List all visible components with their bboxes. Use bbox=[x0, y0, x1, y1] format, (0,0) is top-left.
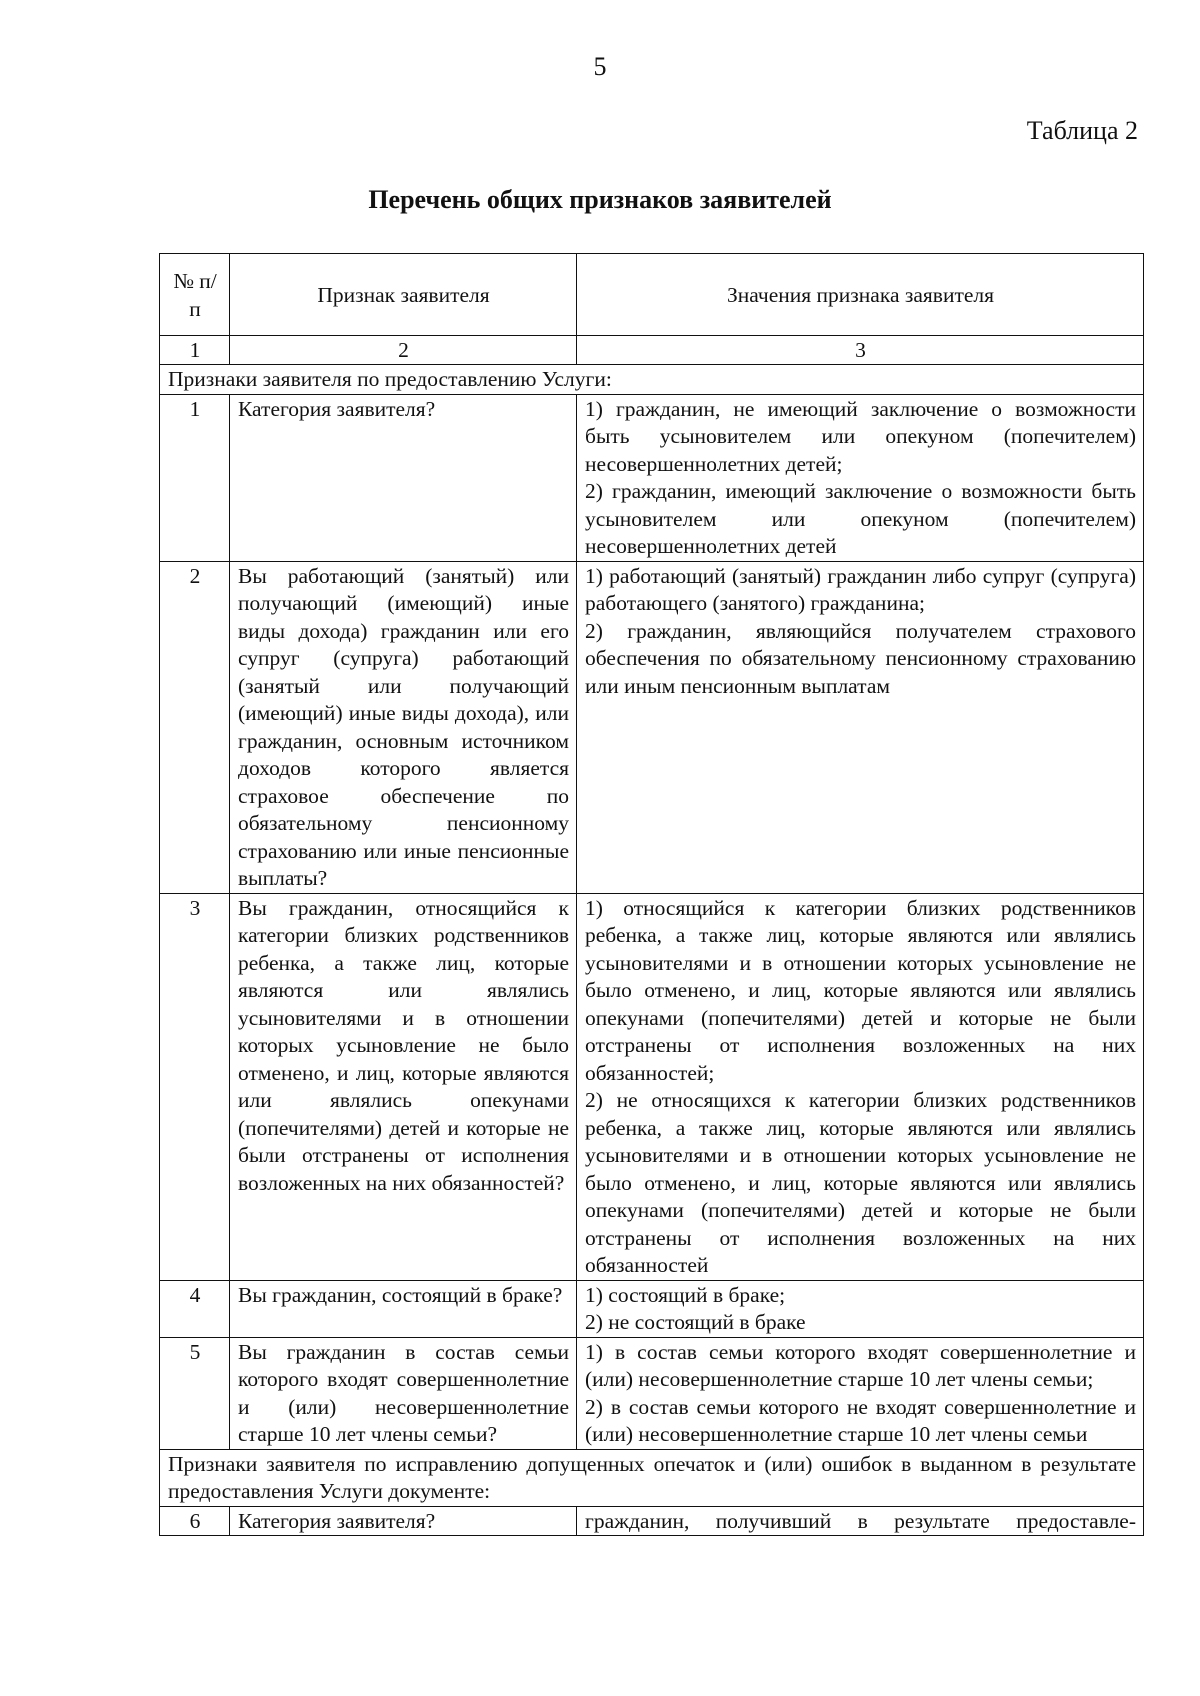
value-option: 1) работающий (занятый) гражданин либо супруг (супруга) работающего (занятого) гражданина; bbox=[585, 563, 1136, 615]
column-number: 3 bbox=[577, 336, 1144, 365]
row-attribute: Вы работающий (занятый) или получающий (имеющий) иные виды дохода) гражданин или его супруг (супруга) работающий (занятый или получающий (имеющий) иные виды дохода), или гражданин, основным источником доходов которого является страховое обеспечение по обязательному пенсионному страхованию или иные пенсионные выплаты? bbox=[230, 561, 577, 893]
row-values bbox=[577, 1506, 1144, 1536]
value-option: 1) гражданин, не имеющий заключение о возможности быть усыновителем или опекуном (попечителем) несовершеннолетних детей; bbox=[585, 396, 1136, 476]
row-values bbox=[577, 561, 1144, 893]
column-numbers-row bbox=[160, 336, 1144, 365]
table-row bbox=[160, 394, 1144, 561]
row-number: 6 bbox=[160, 1506, 230, 1536]
value-option: 2) не состоящий в браке bbox=[585, 1310, 806, 1334]
row-number: 5 bbox=[160, 1337, 230, 1449]
row-number: 4 bbox=[160, 1280, 230, 1337]
header-values: Значения признака заявителя bbox=[577, 254, 1144, 336]
row-attribute: Категория заявителя? bbox=[230, 394, 577, 561]
row-attribute: Вы гражданин, относящийся к категории близких родственников ребенка, а также лиц, которые являются или являлись усыновителями и в отношении которых усыновление не было отменено, и лиц, которые являются или являлись опекунами (попечителями) детей и которые не были отстранены от исполнения возложенных на них обязанностей? bbox=[230, 893, 577, 1280]
table-row bbox=[160, 1337, 1144, 1449]
table-row bbox=[160, 1506, 1144, 1536]
value-option: 2) гражданин, являющийся получателем страхового обеспечения по обязательному пенсионному страхованию или иным пенсионным выплатам bbox=[585, 618, 1136, 698]
header-attribute: Признак заявителя bbox=[230, 254, 577, 336]
row-number: 1 bbox=[160, 394, 230, 561]
column-number: 2 bbox=[230, 336, 577, 365]
document-title: Перечень общих признаков заявителей bbox=[368, 185, 832, 214]
row-values bbox=[577, 893, 1144, 1280]
row-attribute: Категория заявителя? bbox=[230, 1506, 577, 1536]
row-attribute: Вы гражданин, состоящий в браке? bbox=[230, 1280, 577, 1337]
table-row bbox=[160, 893, 1144, 1280]
value-option: 2) в состав семьи которого не входят совершеннолетние и (или) несовершеннолетние старше 10 лет члены семьи bbox=[585, 1394, 1136, 1446]
section-row bbox=[160, 365, 1144, 395]
section-heading-corrections: Признаки заявителя по исправлению допущенных опечаток и (или) ошибок в выданном в результате предоставления Услуги документе: bbox=[160, 1449, 1144, 1506]
section-heading-service: Признаки заявителя по предоставлению Услуги: bbox=[160, 365, 1144, 395]
table-row bbox=[160, 561, 1144, 893]
applicant-attributes-table bbox=[159, 253, 1144, 1536]
value-option: гражданин, получивший в результате предоставле- bbox=[585, 1508, 1136, 1533]
table-label: Таблица 2 bbox=[1026, 116, 1138, 145]
table-row bbox=[160, 1280, 1144, 1337]
column-number: 1 bbox=[160, 336, 230, 365]
value-option: 2) не относящихся к категории близких родственников ребенка, а также лиц, которые являются или являлись усыновителями и в отношении которых усыновление не было отменено, и лиц, которые являются или являлись опекунами (попечителями) детей и которые не были отстранены от исполнения возложенных на них обязанностей bbox=[585, 1088, 1136, 1277]
row-number: 2 bbox=[160, 561, 230, 893]
value-option: 1) состоящий в браке; bbox=[585, 1282, 786, 1307]
header-num: № п/п bbox=[160, 254, 230, 336]
value-option: 2) гражданин, имеющий заключение о возможности быть усыновителем или опекуном (попечителем) несовершеннолетних детей bbox=[585, 479, 1136, 558]
row-values bbox=[577, 394, 1144, 561]
section-row bbox=[160, 1449, 1144, 1506]
row-values bbox=[577, 1280, 1144, 1337]
row-number: 3 bbox=[160, 893, 230, 1280]
row-attribute: Вы гражданин в состав семьи которого входят совершеннолетние и (или) несовершеннолетние старше 10 лет члены семьи? bbox=[230, 1337, 577, 1449]
value-option: 1) относящийся к категории близких родственников ребенка, а также лиц, которые являются или являлись усыновителями и в отношении которых усыновление не было отменено, и лиц, которые являются или являлись опекунами (попечителями) детей и которые не были отстранены от исполнения возложенных на них обязанностей; bbox=[585, 895, 1136, 1085]
table-header-row bbox=[160, 254, 1144, 336]
value-option: 1) в состав семьи которого входят совершеннолетние и (или) несовершеннолетние старше 10 лет члены семьи; bbox=[585, 1339, 1136, 1391]
page-number: 5 bbox=[593, 52, 607, 81]
row-values bbox=[577, 1337, 1144, 1449]
